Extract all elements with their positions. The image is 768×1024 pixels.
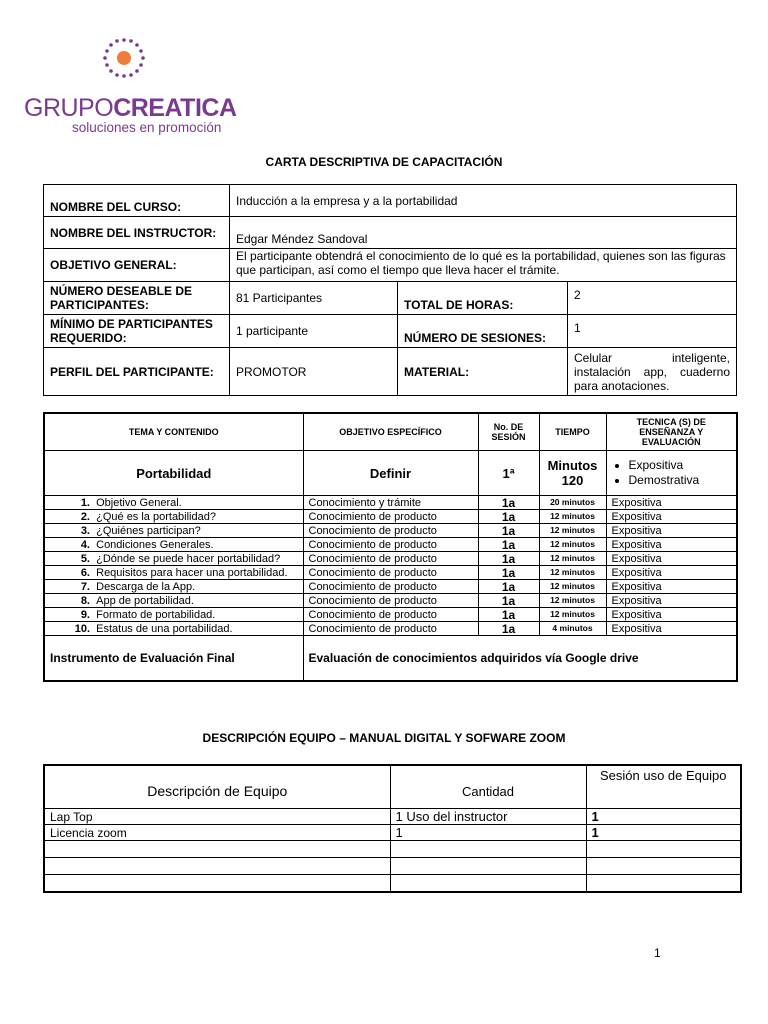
- equipment-title: DESCRIPCIÓN EQUIPO – MANUAL DIGITAL Y SOFWARE ZOOM: [202, 731, 566, 745]
- company-logo: [24, 30, 237, 138]
- row-time: 12 minutos: [539, 580, 606, 594]
- header-tecnica: TECNICA (S) DE ENSEÑANZA Y EVALUACIÓN: [606, 413, 737, 451]
- table-row: [44, 538, 737, 552]
- row-technique: Expositiva: [606, 622, 737, 636]
- desired-participants-value: 81 Participantes: [230, 282, 398, 315]
- row-time: 12 minutos: [539, 566, 606, 580]
- row-topic: 6. Requisitos para hacer una portabilidad.: [44, 566, 303, 580]
- row-time: 12 minutos: [539, 524, 606, 538]
- row-objective: Conocimiento de producto: [303, 552, 478, 566]
- row-time: 12 minutos: [539, 594, 606, 608]
- equipment-desc: Lap Top: [44, 809, 390, 825]
- table-row: [44, 580, 737, 594]
- row-objective: Conocimiento de producto: [303, 594, 478, 608]
- min-participants-label: MÍNIMO DE PARTICIPANTES REQUERIDO:: [44, 315, 230, 348]
- final-instrument-label: Instrumento de Evaluación Final: [44, 636, 303, 682]
- material-label: MATERIAL:: [398, 348, 568, 396]
- equipment-desc: [44, 841, 390, 858]
- row-objective: Conocimiento de producto: [303, 566, 478, 580]
- table-row: [44, 875, 741, 892]
- row-technique: Expositiva: [606, 538, 737, 552]
- header-tiempo: TIEMPO: [539, 413, 606, 451]
- row-technique: Expositiva: [606, 524, 737, 538]
- row-session: 1a: [478, 496, 539, 510]
- table-row: [44, 841, 741, 858]
- row-topic: 2. ¿Qué es la portabilidad?: [44, 510, 303, 524]
- row-time: 12 minutos: [539, 552, 606, 566]
- course-name-value: Inducción a la empresa y a la portabilidad: [230, 185, 737, 217]
- technique-item: • Expositiva: [629, 458, 733, 473]
- content-table: [43, 412, 738, 682]
- instructor-label: NOMBRE DEL INSTRUCTOR:: [44, 217, 230, 249]
- logo-tagline: soluciones en promoción: [72, 120, 222, 135]
- equipment-qty: [390, 858, 586, 875]
- row-time: 12 minutos: [539, 510, 606, 524]
- total-hours-value: 2: [568, 282, 737, 315]
- row-technique: Expositiva: [606, 608, 737, 622]
- row-session: 1a: [478, 566, 539, 580]
- row-objective: Conocimiento y trámite: [303, 496, 478, 510]
- table-row: [44, 858, 741, 875]
- row-time: 12 minutos: [539, 608, 606, 622]
- equipment-desc: [44, 875, 390, 892]
- row-objective: Conocimiento de producto: [303, 608, 478, 622]
- total-hours-label: TOTAL DE HORAS:: [398, 282, 568, 315]
- equipment-qty: [390, 841, 586, 858]
- row-technique: Expositiva: [606, 594, 737, 608]
- technique-item: • Demostrativa: [629, 473, 733, 488]
- desired-participants-label: NÚMERO DESEABLE DE PARTICIPANTES:: [44, 282, 230, 315]
- header-objetivo: OBJETIVO ESPECÍFICO: [303, 413, 478, 451]
- row-topic: 1. Objetivo General.: [44, 496, 303, 510]
- table-row: [44, 552, 737, 566]
- logo-brand: GRUPOCREATICA: [24, 94, 237, 122]
- table-row: [44, 510, 737, 524]
- row-topic: 10. Estatus de una portabilidad.: [44, 622, 303, 636]
- row-session: 1a: [478, 538, 539, 552]
- table-row: [44, 496, 737, 510]
- equipment-desc: Licencia zoom: [44, 825, 390, 841]
- equipment-header-qty: Cantidad: [390, 765, 586, 809]
- material-value: Celular inteligente, instalación app, cuaderno para anotaciones.: [568, 348, 737, 396]
- logo-dots-icon: [24, 30, 234, 94]
- row-objective: Conocimiento de producto: [303, 580, 478, 594]
- page-title: CARTA DESCRIPTIVA DE CAPACITACIÓN: [265, 155, 503, 169]
- table-row: [44, 809, 741, 825]
- topic-techniques: [606, 451, 737, 496]
- instructor-value: Edgar Méndez Sandoval: [230, 217, 737, 249]
- topic-session: 1ª: [478, 451, 539, 496]
- header-sesion: No. DE SESIÓN: [478, 413, 539, 451]
- page-number: 1: [654, 946, 661, 960]
- equipment-session: [586, 858, 741, 875]
- row-objective: Conocimiento de producto: [303, 538, 478, 552]
- row-topic: 8. App de portabilidad.: [44, 594, 303, 608]
- table-row: [44, 622, 737, 636]
- row-topic: 5. ¿Dónde se puede hacer portabilidad?: [44, 552, 303, 566]
- row-topic: 7. Descarga de la App.: [44, 580, 303, 594]
- row-technique: Expositiva: [606, 510, 737, 524]
- table-row: [44, 594, 737, 608]
- equipment-table: [43, 764, 742, 893]
- row-topic: 3. ¿Quiénes participan?: [44, 524, 303, 538]
- row-session: 1a: [478, 552, 539, 566]
- equipment-header-desc: Descripción de Equipo: [44, 765, 390, 809]
- row-technique: Expositiva: [606, 566, 737, 580]
- table-row: [44, 825, 741, 841]
- row-objective: Conocimiento de producto: [303, 622, 478, 636]
- row-session: 1a: [478, 608, 539, 622]
- equipment-desc: [44, 858, 390, 875]
- equipment-qty: [390, 875, 586, 892]
- final-instrument-value: Evaluación de conocimientos adquiridos vía Google drive: [303, 636, 737, 682]
- row-session: 1a: [478, 594, 539, 608]
- table-row: [44, 566, 737, 580]
- sessions-label: NÚMERO DE SESIONES:: [398, 315, 568, 348]
- topic-time: Minutos 120: [539, 451, 606, 496]
- topic-objective: Definir: [303, 451, 478, 496]
- row-topic: 9. Formato de portabilidad.: [44, 608, 303, 622]
- row-technique: Expositiva: [606, 552, 737, 566]
- row-session: 1a: [478, 580, 539, 594]
- table-row: [44, 608, 737, 622]
- equipment-qty: 1: [390, 825, 586, 841]
- row-time: 4 minutos: [539, 622, 606, 636]
- row-time: 12 minutos: [539, 538, 606, 552]
- objective-value: El participante obtendrá el conocimiento de lo qué es la portabilidad, quienes son las figuras que participan, así como el tiempo que lleva hacer el trámite.: [230, 249, 737, 282]
- row-objective: Conocimiento de producto: [303, 510, 478, 524]
- equipment-qty: 1 Uso del instructor: [390, 809, 586, 825]
- row-topic: 4. Condiciones Generales.: [44, 538, 303, 552]
- row-session: 1a: [478, 524, 539, 538]
- min-participants-value: 1 participante: [230, 315, 398, 348]
- row-session: 1a: [478, 622, 539, 636]
- equipment-session: [586, 875, 741, 892]
- header-tema: TEMA Y CONTENIDO: [44, 413, 303, 451]
- row-time: 20 minutos: [539, 496, 606, 510]
- row-technique: Expositiva: [606, 496, 737, 510]
- course-info-table: [43, 184, 737, 396]
- row-technique: Expositiva: [606, 580, 737, 594]
- profile-label: PERFIL DEL PARTICIPANTE:: [44, 348, 230, 396]
- course-name-label: NOMBRE DEL CURSO:: [44, 185, 230, 217]
- row-objective: Conocimiento de producto: [303, 524, 478, 538]
- row-session: 1a: [478, 510, 539, 524]
- profile-value: PROMOTOR: [230, 348, 398, 396]
- objective-label: OBJETIVO GENERAL:: [44, 249, 230, 282]
- table-row: [44, 524, 737, 538]
- equipment-session: [586, 841, 741, 858]
- topic-title: Portabilidad: [44, 451, 303, 496]
- equipment-header-session: Sesión uso de Equipo: [586, 765, 741, 809]
- equipment-session: 1: [586, 809, 741, 825]
- sessions-value: 1: [568, 315, 737, 348]
- equipment-session: 1: [586, 825, 741, 841]
